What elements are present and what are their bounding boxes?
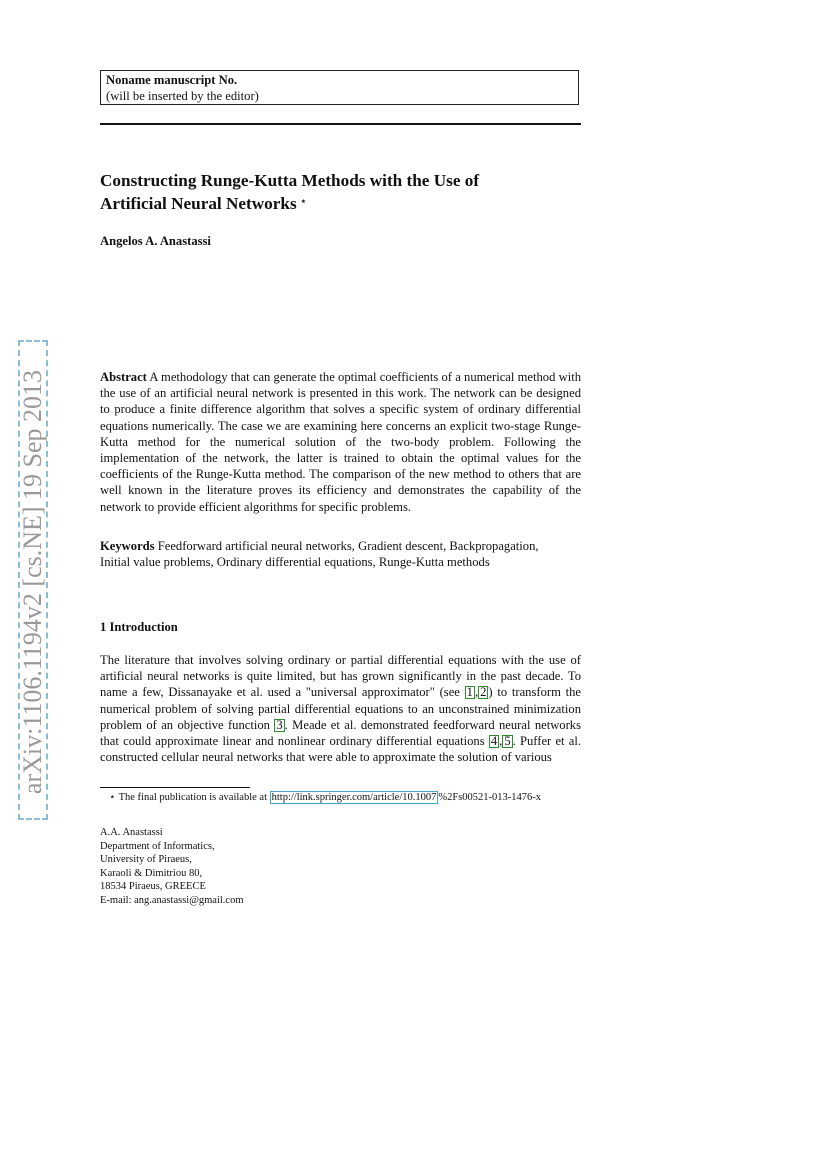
citation-link[interactable]: 3	[276, 717, 283, 732]
intro-text-4: . Puffer et al. constructed cellular neural networks that were able to approximate the solution of various	[100, 734, 581, 765]
keywords-text: Feedforward artificial neural networks, Gradient descent, Backpropagation, Initial value problems, Ordinary differential equations, Runge-Kutta methods	[100, 539, 539, 570]
manuscript-note: (will be inserted by the editor)	[106, 88, 259, 103]
citation-link[interactable]: 2	[480, 685, 487, 700]
footnote-text-tail: %2Fs00521-013-1476-x	[438, 792, 542, 803]
address-line: University of Piraeus,	[100, 854, 192, 866]
keywords	[100, 538, 570, 570]
publication-link[interactable]: http://link.springer.com/article/10.1007	[271, 792, 437, 803]
paper-title-line-1: Constructing Runge-Kutta Methods with the Use of	[100, 171, 480, 190]
manuscript-title: Noname manuscript No.	[106, 73, 238, 87]
paper-title	[100, 170, 580, 214]
citation-link[interactable]: 1	[466, 685, 473, 700]
abstract-text: A methodology that can generate the optimal coefficients of a numerical method with the use of an artificial neural network is presented in this work. The network can be designed to produce a finite difference algorithm that solves a specific system of ordinary differential equations numerically. The case we are examining here concerns an explicit two-stage Runge-Kutta method for the numerical solution of the two-body problem. Following the implementation of the network, the latter is trained to obtain the optimal values for the coefficients of the Runge-Kutta method. The comparison of the new method to others that are well known in the literature proves its efficiency and demonstrates the capability of the network to provide efficient algorithms for specific problems.	[100, 370, 581, 514]
header-rule	[100, 123, 581, 125]
address-line: A.A. Anastassi	[100, 827, 163, 838]
address-line: 18534 Piraeus, GREECE	[100, 881, 206, 893]
manuscript-info-box	[100, 70, 579, 105]
author-address	[100, 826, 244, 908]
address-line: Department of Informatics,	[100, 840, 215, 852]
intro-text-2: ) to transform the numerical problem of solving partial differential equations to an unconstrained minimization problem of an objective function	[100, 685, 582, 732]
abstract-label: Abstract	[100, 370, 147, 384]
introduction-paragraph: The literature that involves solving ordinary or partial differential equations with the use of artificial neural networks is quite limited, but has grown significantly in the past decade. To name a few, Dissanayake et al. used a "universal approximator" (see 1 , 2 ) to transform the numerical problem of solving partial differential equations to an unconstrained minimization problem of an objective function 3 . Meade et al. demonstrated feedforward neural networks that could approximate linear and nonlinear ordinary differential equations 4 , 5 . Puffer et al. constructed cellular neural networks that were able to approximate the solution of various	[100, 653, 582, 765]
author-name: Angelos A. Anastassi	[100, 234, 211, 248]
intro-text-3: . Meade et al. demonstrated feedforward neural networks that could approximate linear and nonlinear ordinary differential equations	[100, 717, 581, 749]
footnote-text: The final publication is available at	[118, 792, 270, 803]
footnote-mark: ⋆	[109, 792, 116, 803]
intro-text-1: The literature that involves solving ordinary or partial differential equations with the use of artificial neural networks is quite limited, but has grown significantly in the past decade. To name a few, Dissanayake et al. used a "universal approximator" (see	[100, 653, 581, 700]
citation-link[interactable]: 4	[490, 734, 498, 749]
keywords-label: Keywords	[100, 539, 155, 553]
footnote-rule	[100, 787, 250, 788]
address-line: Karaoli & Dimitriou 80,	[100, 867, 203, 879]
abstract	[100, 369, 581, 515]
title-footnote-mark: ⋆	[299, 194, 308, 208]
section-heading: 1 Introduction	[100, 620, 178, 634]
footnote	[100, 791, 581, 806]
citation-link[interactable]: 5	[504, 734, 511, 749]
paper-title-line-2: Artificial Neural Networks	[100, 194, 297, 213]
arxiv-identifier[interactable]: arXiv:1106.1194v2 [cs.NE] 19 Sep 2013	[18, 369, 47, 795]
author-email: E-mail: ang.anastassi@gmail.com	[100, 894, 244, 906]
